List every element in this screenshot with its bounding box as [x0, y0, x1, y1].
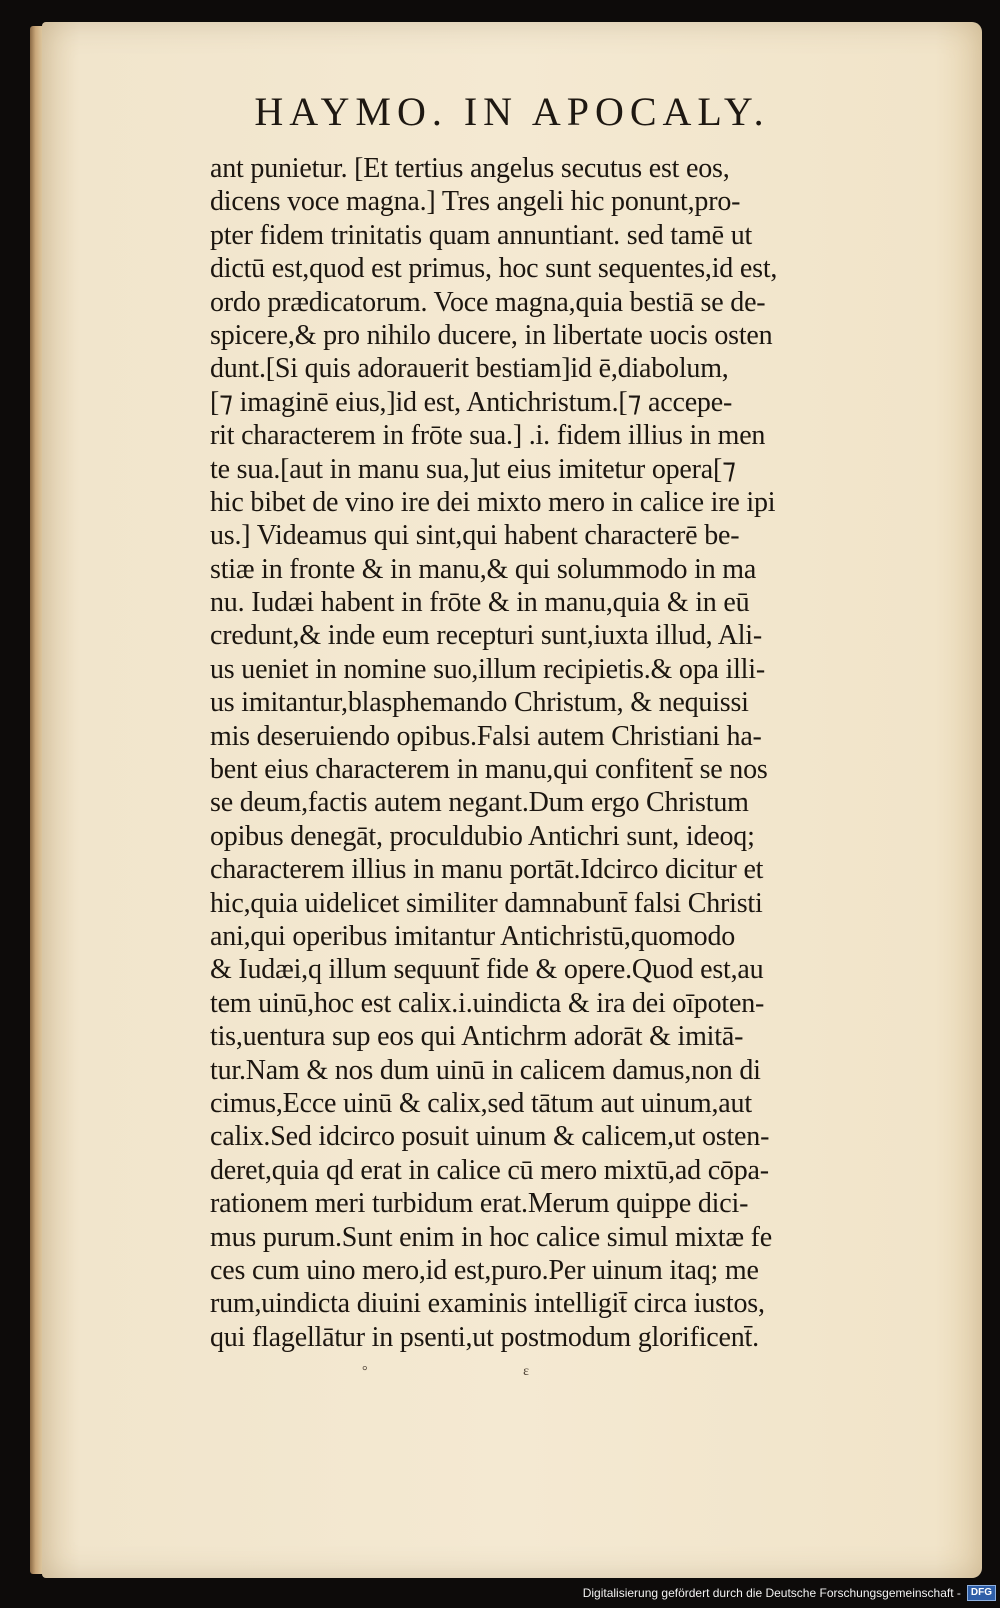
text-line: pter fidem trinitatis quam annuntiant. sed tamē ut — [210, 219, 753, 251]
text-line: mis deseruiendo opibus.Falsi autem Christiani ha- — [210, 720, 762, 752]
text-line: qui flagellātur in psenti,ut postmodum glorificent̄. — [210, 1321, 759, 1353]
text-block — [210, 152, 970, 1354]
text-line: te sua.[aut in manu sua,]ut eius imitetur opera[⁊ — [210, 453, 736, 485]
footer-credit: Digitalisierung gefördert durch die Deutsche Forschungsgemeinschaft - — [582, 1586, 961, 1600]
text-line: characterem illius in manu portāt.Idcirco dicitur et — [210, 854, 764, 886]
text-line: dicens voce magna.] Tres angeli hic ponunt,pro- — [210, 186, 741, 218]
text-line: ces cum uino mero,id est,puro.Per uinum itaq; me — [210, 1254, 759, 1286]
text-line: mus purum.Sunt enim in hoc calice simul mixtæ fe — [210, 1221, 772, 1253]
text-line: ani,qui operibus imitantur Antichristū,quomodo — [210, 920, 736, 952]
text-line: [⁊ imaginē eius,]id est, Antichristum.[⁊ accepe- — [210, 386, 733, 418]
text-line: tis,uentura sup eos qui Antichrm adorāt & imitā- — [210, 1021, 744, 1053]
text-line: bent eius characterem in manu,qui confitent̄ se nos — [210, 754, 768, 786]
text-line: credunt,& inde eum recepturi sunt,iuxta illud, Ali- — [210, 620, 763, 652]
text-line: us imitantur,blasphemando Christum, & nequissi — [210, 687, 749, 719]
text-line: rationem meri turbidum erat.Merum quippe dici- — [210, 1188, 749, 1220]
text-line: hic,quia uidelicet similiter damnabunt̄ falsi Christi — [210, 887, 763, 919]
text-line: rit characterem in frōte sua.] .i. fidem illius in men — [210, 420, 766, 452]
running-head: HAYMO. IN APOCALY. — [254, 89, 770, 134]
dfg-logo: DFG — [967, 1585, 996, 1601]
text-line: calix.Sed idcirco posuit uinum & calicem,ut osten- — [210, 1121, 770, 1153]
text-line: deret,quia qd erat in calice cū mero mixtū,ad cōpa- — [210, 1154, 769, 1186]
text-line: se deum,factis autem negant.Dum ergo Christum — [210, 787, 749, 819]
text-line: nu. Iudæi habent in frōte & in manu,quia & in eū — [210, 587, 750, 619]
text-line: tur.Nam & nos dum uinū in calicem damus,non di — [210, 1054, 761, 1086]
text-line: us ueniet in nomine suo,illum recipietis.& opa illi- — [210, 653, 765, 685]
text-line: ordo prædicatorum. Voce magna,quia bestiā se de- — [210, 286, 766, 318]
text-line: us.] Videamus qui sint,qui habent characterē be- — [210, 520, 740, 552]
text-line: dunt.[Si quis adorauerit bestiam]id ē,diabolum, — [210, 353, 729, 385]
text-line: dictū est,quod est primus, hoc sunt sequentes,id est, — [210, 253, 778, 285]
text-line: spicere,& pro nihilo ducere, in libertate uocis osten — [210, 319, 773, 351]
text-line: ant punietur. [Et tertius angelus secutus est eos, — [210, 153, 730, 184]
text-line: & Iudæi,q illum sequunt̄ fide & opere.Quod est,au — [210, 954, 764, 986]
digitization-footer — [583, 1580, 996, 1606]
text-line: tem uinū,hoc est calix.i.uindicta & ira dei oīpoten- — [210, 987, 765, 1019]
book-page — [42, 22, 982, 1578]
text-line: cimus,Ecce uinū & calix,sed tātum aut uinum,aut — [210, 1087, 752, 1119]
bottom-marks: ° ε — [362, 1364, 605, 1379]
text-line: stiæ in fronte & in manu,& qui solummodo in ma — [210, 553, 757, 585]
text-line: rum,uindicta diuini examinis intelligit̄ circa iustos, — [210, 1288, 765, 1320]
text-line: hic bibet de vino ire dei mixto mero in calice ire ipi — [210, 486, 776, 518]
text-line: opibus denegāt, proculdubio Antichri sunt, ideoq; — [210, 820, 755, 852]
